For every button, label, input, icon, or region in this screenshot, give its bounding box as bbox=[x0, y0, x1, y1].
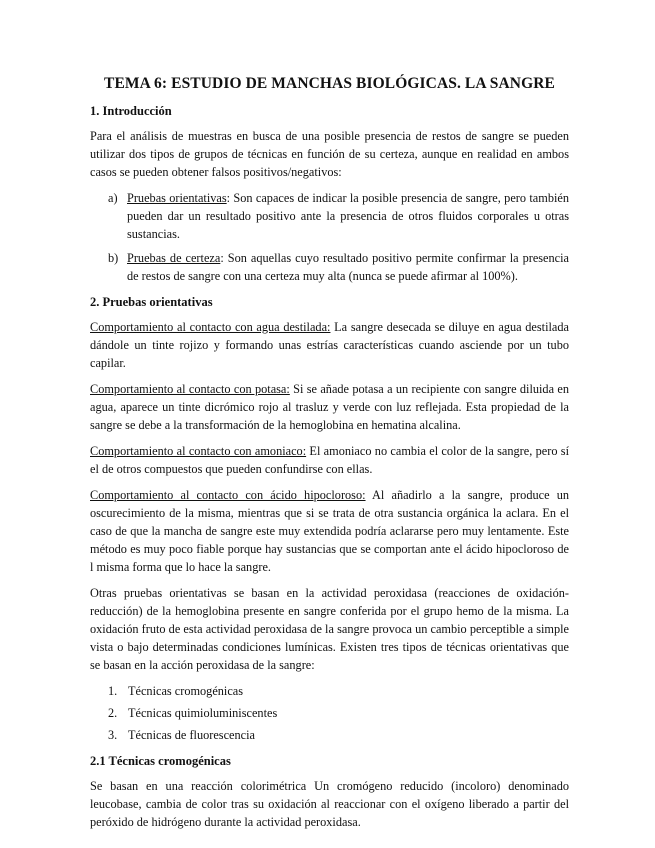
section-heading-pruebas-orientativas: 2. Pruebas orientativas bbox=[90, 295, 213, 309]
list-marker: 3. bbox=[108, 728, 118, 742]
list-item-text: Técnicas quimioluminiscentes bbox=[128, 706, 278, 720]
list-item bbox=[108, 726, 569, 744]
entry-term: Comportamiento al contacto con potasa: bbox=[90, 382, 290, 396]
intro-paragraph: Para el análisis de muestras en busca de una posible presencia de restos de sangre se pueden utilizar dos tipos de grupos de técnicas en función de su certeza, aunque en realidad en ambos casos se pueden obtener falsos positivos/negativos: bbox=[90, 129, 569, 179]
entry-acido-hipocloroso bbox=[90, 486, 569, 576]
list-item-pruebas-orientativas bbox=[108, 189, 569, 243]
definition-text: : Son aquellas cuyo resultado positivo permite confirmar la presencia de restos de sangre con una certeza muy alta (nunca se puede afirmar al 100%). bbox=[127, 251, 570, 283]
list-marker: a) bbox=[108, 191, 118, 205]
test-types-list bbox=[90, 189, 569, 285]
entry-amoniaco bbox=[90, 442, 569, 478]
entry-term: Comportamiento al contacto con ácido hipocloroso: bbox=[90, 488, 366, 502]
list-marker: b) bbox=[108, 251, 119, 265]
entry-agua-destilada bbox=[90, 318, 569, 372]
list-marker: 2. bbox=[108, 706, 118, 720]
peroxidasa-paragraph: Otras pruebas orientativas se basan en la actividad peroxidasa (reacciones de oxidación-reducción) de la hemoglobina presente en sangre conferida por el grupo hemo de la misma. La oxidación fruto de esta actividad peroxidasa de la sangre provoca un cambio perceptible a simple vista o bajo determinadas condiciones lumínicas. Existen tres tipos de técnicas orientativas que se basan en la acción peroxidasa de la sangre: bbox=[90, 586, 569, 672]
entry-potasa bbox=[90, 380, 569, 434]
section-heading-tecnicas-cromogenicas: 2.1 Técnicas cromogénicas bbox=[90, 754, 231, 768]
entry-text: La sangre desecada se diluye en agua destilada dándole un tinte rojizo y formando unas estrías características cuando asciende por un tubo capilar. bbox=[90, 320, 569, 370]
entry-term: Comportamiento al contacto con agua destilada: bbox=[90, 320, 331, 334]
entry-text: Si se añade potasa a un recipiente con sangre diluida en agua, aparece un tinte dicrómico rojo al trasluz y verde con luz reflejada. Esta propiedad de la sangre se debe a la transformación de la hemoglobina en hematina alcalina. bbox=[90, 382, 569, 432]
list-item-text: Técnicas cromogénicas bbox=[128, 684, 244, 698]
section-heading-introduccion: 1. Introducción bbox=[90, 104, 172, 118]
list-item bbox=[108, 704, 569, 722]
list-item-pruebas-de-certeza bbox=[108, 249, 569, 285]
term-pruebas-de-certeza: Pruebas de certeza bbox=[127, 251, 221, 265]
entry-text: Al añadirlo a la sangre, produce un oscurecimiento de la misma, mientras que si se trata de otra sustancia orgánica la aclara. En el caso de que la mancha de sangre este muy extendida podría aclararse pero muy lentamente. Este método es muy poco fiable porque hay sustancias que se comportan ante el ácido hipocloroso de l misma forma que lo hace la sangre. bbox=[90, 488, 569, 574]
list-marker: 1. bbox=[108, 684, 118, 698]
entry-term: Comportamiento al contacto con amoniaco: bbox=[90, 444, 307, 458]
technique-list bbox=[90, 682, 569, 744]
list-item bbox=[108, 682, 569, 700]
document-title: TEMA 6: ESTUDIO DE MANCHAS BIOLÓGICAS. LA SANGRE bbox=[104, 75, 555, 92]
entry-text: El amoniaco no cambia el color de la sangre, pero sí el de otros compuestos que pueden confundirse con ellas. bbox=[90, 444, 569, 476]
definition-text: : Son capaces de indicar la posible presencia de sangre, pero también pueden dar un resultado positivo ante la presencia de otros fluidos corporales u otras sustancias. bbox=[127, 191, 569, 241]
cromogenicas-paragraph: Se basan en una reacción colorimétrica Un cromógeno reducido (incoloro) denominado leucobase, cambia de color tras su oxidación al reaccionar con el oxígeno liberado a partir del peróxido de hidrógeno durante la actividad peroxidasa. bbox=[90, 779, 569, 829]
list-item-text: Técnicas de fluorescencia bbox=[128, 728, 255, 742]
term-pruebas-orientativas: Pruebas orientativas bbox=[127, 191, 227, 205]
